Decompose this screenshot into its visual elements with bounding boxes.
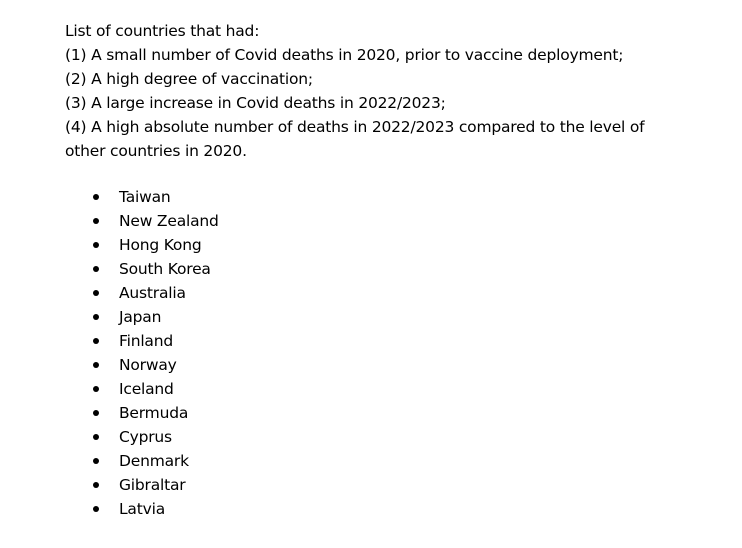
list-item	[89, 185, 219, 209]
list-item	[89, 305, 219, 329]
criterion-4-continuation-line: other countries in 2020.	[65, 142, 247, 160]
country-name: Gibraltar	[119, 476, 186, 494]
intro-heading-line: List of countries that had:	[65, 22, 260, 40]
country-name: Denmark	[119, 452, 189, 470]
country-name: Hong Kong	[119, 236, 202, 254]
bullet-icon	[93, 410, 99, 416]
country-list	[89, 185, 219, 521]
bullet-icon	[93, 338, 99, 344]
document-body	[65, 19, 715, 518]
criterion-1-line: (1) A small number of Covid deaths in 2020, prior to vaccine deployment;	[65, 46, 624, 64]
bullet-icon	[93, 482, 99, 488]
bullet-icon	[93, 434, 99, 440]
list-item	[89, 401, 219, 425]
bullet-icon	[93, 218, 99, 224]
country-name: Cyprus	[119, 428, 172, 446]
bullet-icon	[93, 266, 99, 272]
country-name: Norway	[119, 356, 177, 374]
list-item	[89, 377, 219, 401]
criterion-4-line: (4) A high absolute number of deaths in 2022/2023 compared to the level of	[65, 118, 645, 136]
country-name: Japan	[119, 308, 162, 326]
list-item	[89, 353, 219, 377]
country-name: Australia	[119, 284, 186, 302]
bullet-icon	[93, 458, 99, 464]
list-item	[89, 449, 219, 473]
list-item	[89, 257, 219, 281]
bullet-icon	[93, 242, 99, 248]
country-name: Bermuda	[119, 404, 189, 422]
country-name: New Zealand	[119, 212, 219, 230]
country-name: Finland	[119, 332, 173, 350]
country-name: Iceland	[119, 380, 174, 398]
list-item	[89, 209, 219, 233]
country-name: Latvia	[119, 500, 165, 518]
criterion-3-line: (3) A large increase in Covid deaths in 2022/2023;	[65, 94, 446, 112]
country-name: Taiwan	[119, 188, 171, 206]
bullet-icon	[93, 314, 99, 320]
list-item	[89, 473, 219, 497]
bullet-icon	[93, 386, 99, 392]
country-name: South Korea	[119, 260, 211, 278]
list-item	[89, 425, 219, 449]
list-item	[89, 233, 219, 257]
criterion-2-line: (2) A high degree of vaccination;	[65, 70, 313, 88]
list-item	[89, 281, 219, 305]
list-item	[89, 497, 219, 521]
intro-paragraph	[65, 19, 715, 163]
list-item	[89, 329, 219, 353]
bullet-icon	[93, 290, 99, 296]
bullet-icon	[93, 506, 99, 512]
bullet-icon	[93, 362, 99, 368]
bullet-icon	[93, 194, 99, 200]
